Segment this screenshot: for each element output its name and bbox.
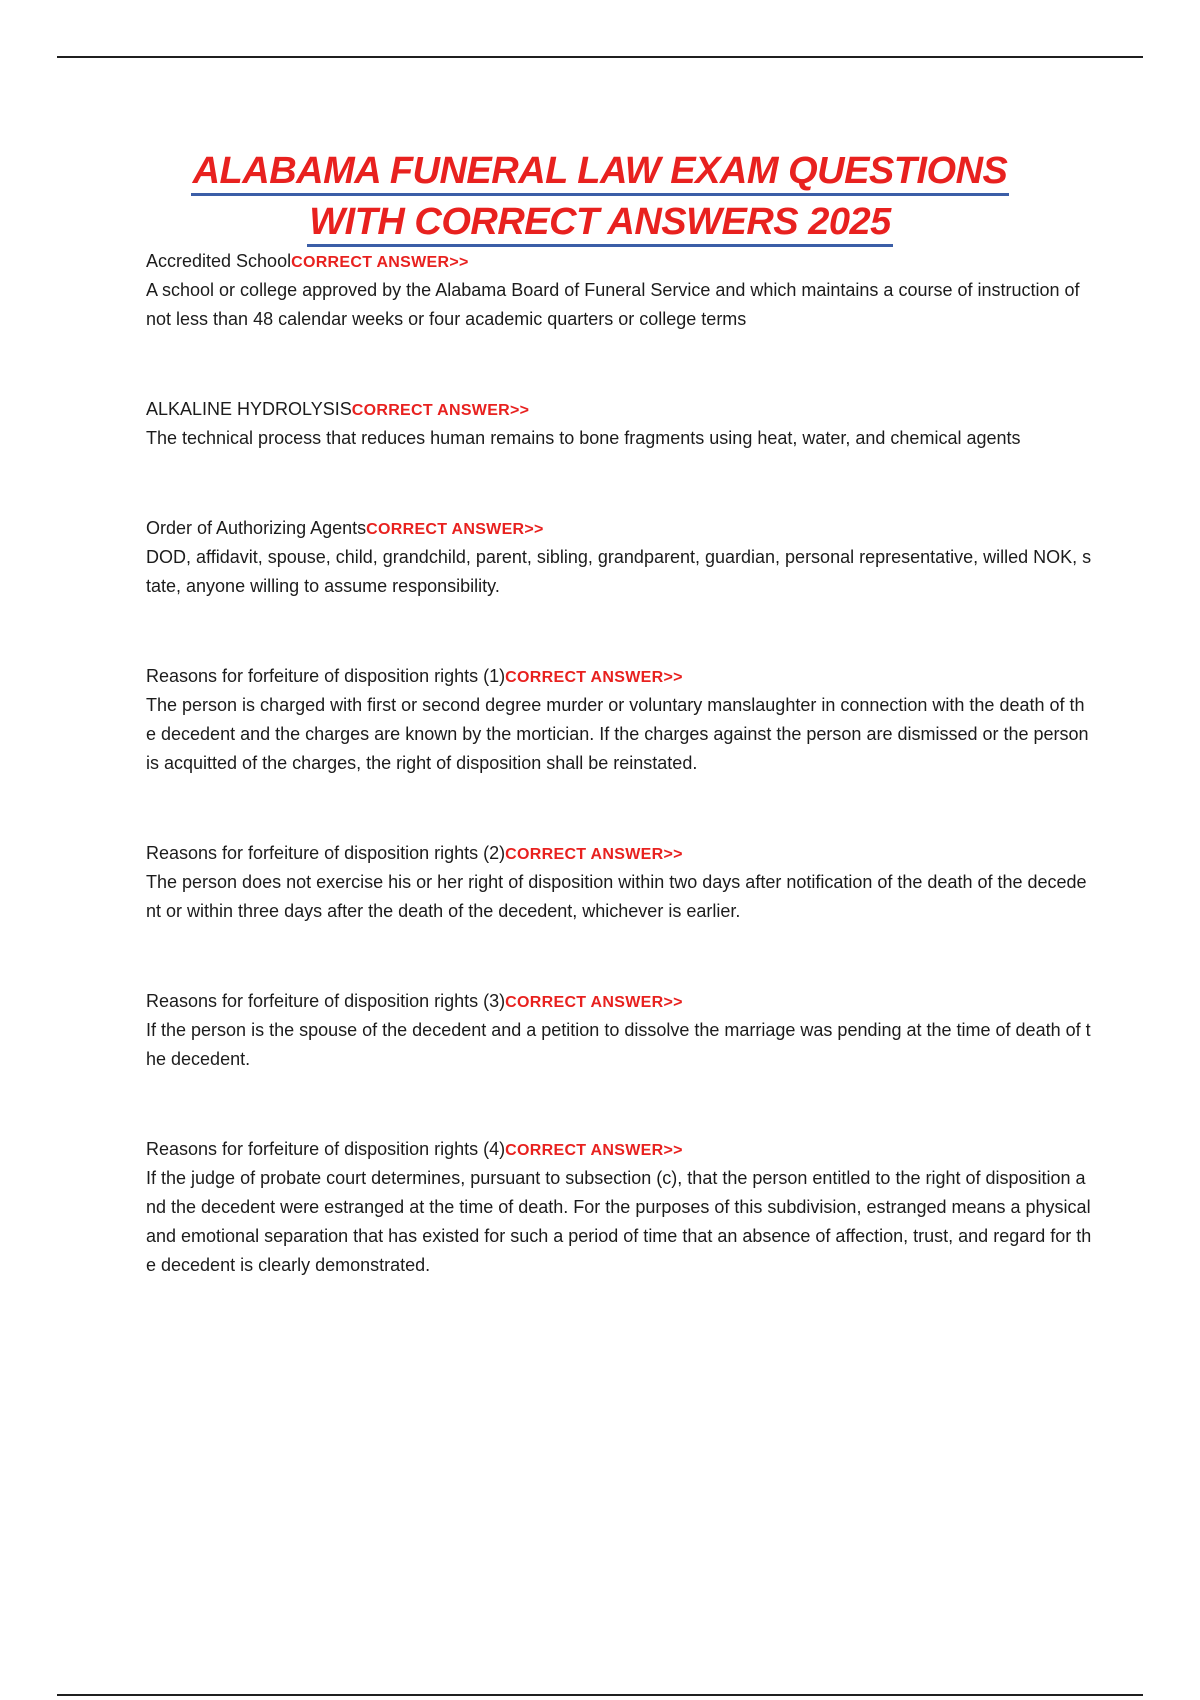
qa-list: [146, 248, 1092, 1280]
answer: If the judge of probate court determines, pursuant to subsection (c), that the person entitled to the right of disposition and the decedent were estranged at the time of death. For the purposes of this subdivision, estranged means a physical and emotional separation that has existed for such a period of time that an absence of affection, trust, and regard for the decedent is clearly demonstrated.: [146, 1168, 1092, 1275]
qa-item: [146, 1136, 1092, 1280]
answer: If the person is the spouse of the decedent and a petition to dissolve the marriage was pending at the time of death of the decedent.: [146, 1020, 1091, 1069]
question-text: Reasons for forfeiture of disposition rights (2): [146, 843, 506, 863]
qa-item: [146, 663, 1092, 778]
question-text: ALKALINE HYDROLYSIS: [146, 399, 352, 419]
footer-rule: [57, 1694, 1143, 1696]
question: [146, 248, 1092, 276]
question: [146, 515, 1092, 543]
qa-item: [146, 840, 1092, 926]
question: [146, 988, 1092, 1016]
question: [146, 840, 1092, 868]
qa-item: [146, 988, 1092, 1074]
header-rule: [57, 56, 1143, 58]
question: [146, 396, 1092, 424]
qa-item: [146, 248, 1092, 334]
answer: The technical process that reduces human remains to bone fragments using heat, water, and chemical agents: [146, 428, 1021, 448]
title-line-2: WITH CORRECT ANSWERS 2025: [307, 200, 893, 247]
qa-item: [146, 515, 1092, 601]
document-title: [100, 146, 1100, 248]
correct-answer-tag: CORRECT ANSWER>>: [505, 846, 683, 863]
qa-item: [146, 396, 1092, 453]
correct-answer-tag: CORRECT ANSWER>>: [366, 521, 544, 538]
question-text: Reasons for forfeiture of disposition rights (4): [146, 1139, 506, 1159]
answer: A school or college approved by the Alabama Board of Funeral Service and which maintains a course of instruction of not less than 48 calendar weeks or four academic quarters or college terms: [146, 280, 1080, 329]
answer: DOD, affidavit, spouse, child, grandchild, parent, sibling, grandparent, guardian, personal representative, willed NOK, state, anyone willing to assume responsibility.: [146, 547, 1092, 596]
question-text: Reasons for forfeiture of disposition rights (3): [146, 991, 506, 1011]
answer: The person is charged with first or second degree murder or voluntary manslaughter in connection with the death of the decedent and the charges are known by the mortician. If the charges against the person are dismissed or the person is acquitted of the charges, the right of disposition shall be reinstated.: [146, 695, 1089, 773]
correct-answer-tag: CORRECT ANSWER>>: [505, 994, 683, 1011]
question: [146, 663, 1092, 691]
question: [146, 1136, 1092, 1164]
correct-answer-tag: CORRECT ANSWER>>: [505, 669, 683, 686]
correct-answer-tag: CORRECT ANSWER>>: [351, 402, 530, 419]
question-text: Accredited School: [146, 251, 292, 271]
title-line-1: ALABAMA FUNERAL LAW EXAM QUESTIONS: [191, 149, 1010, 196]
question-text: Order of Authorizing Agents: [146, 518, 367, 538]
correct-answer-tag: CORRECT ANSWER>>: [291, 254, 469, 271]
question-text: Reasons for forfeiture of disposition rights (1): [146, 666, 506, 686]
correct-answer-tag: CORRECT ANSWER>>: [505, 1142, 683, 1159]
answer: The person does not exercise his or her right of disposition within two days after notification of the death of the decedent or within three days after the death of the decedent, whichever is earlier.: [146, 872, 1087, 921]
